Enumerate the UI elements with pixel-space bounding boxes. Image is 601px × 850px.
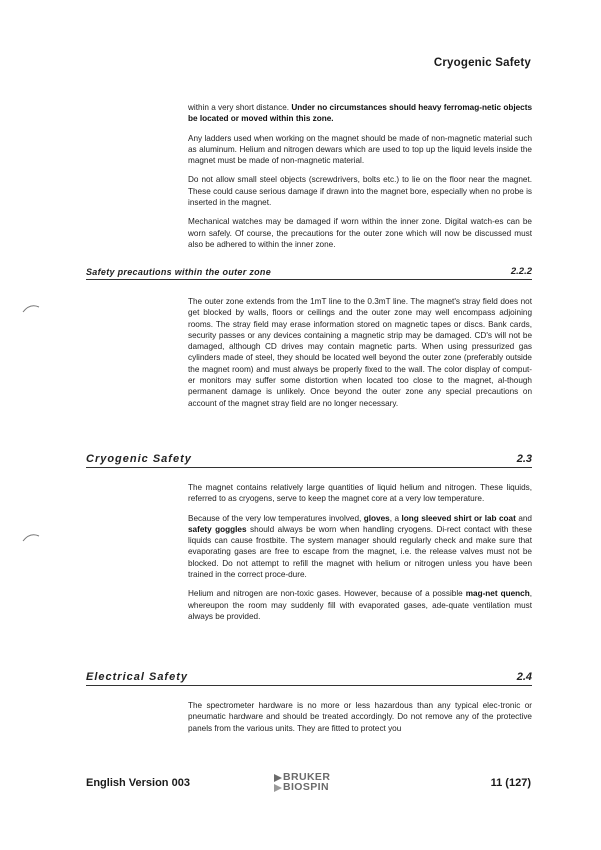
heading-rule — [86, 685, 532, 686]
section-number: 2.4 — [516, 671, 532, 683]
section-title: Electrical Safety — [86, 671, 188, 683]
section-heading-electrical-safety — [86, 667, 532, 686]
section-number: 2.3 — [516, 453, 532, 465]
footer-page-number: 11 (127) — [490, 777, 531, 789]
section-title: Cryogenic Safety — [86, 453, 192, 465]
heading-rule — [86, 279, 532, 280]
electrical-safety-text — [188, 700, 532, 734]
paragraph: Because of the very low temperatures involved, gloves, a long sleeved shirt or lab coat and safety goggles should always be worn when handling cryogens. Di-rect contact with these liquids can cause frostbite. The system manager should regularly check and make sure that evaporating gases are free to escape from the magnet, i.e. the release valves must not be blocked. Do not attempt to refill the magnet with helium or nitrogen unless you have been trained in the correct proce-dure. — [188, 513, 532, 580]
paragraph: The spectrometer hardware is no more or less hazardous than any typical elec-tronic or pneumatic hardware and should be treated accordingly. Do not remove any of the protective panels from the various units. They are fitted to protect you — [188, 701, 532, 733]
paragraph: Do not allow small steel objects (screwdrivers, bolts etc.) to lie on the floor near the magnet. These could cause serious damage if drawn into the magnet bore, especially when no probe is inserted in the magnet. — [188, 175, 532, 208]
paragraph: Helium and nitrogen are non-toxic gases. However, because of a possible mag-net quench, whereupon the room may suddenly fill with evaporated gases, ade-quate ventilation must always be provided. — [188, 589, 532, 621]
cryogenic-safety-text — [188, 482, 532, 622]
paragraph: Mechanical watches may be damaged if worn within the inner zone. Digital watch-es can be worn safely. Of course, the precautions for the outer zone which will now be discussed must also be adhered to within the inner zone. — [188, 217, 532, 249]
logo-text-bruker: BRUKER — [283, 771, 331, 783]
paragraph: The magnet contains relatively large quantities of liquid helium and nitrogen. These liquids, referred to as cryogens, serve to keep the magnet core at a very low temperature. — [188, 483, 532, 504]
section-title: Safety precautions within the outer zone — [86, 267, 272, 277]
paragraph: within a very short distance. Under no circumstances should heavy ferromag-netic objects be located or moved within this zone. — [188, 103, 533, 124]
bruker-biospin-logo — [272, 771, 346, 797]
paragraph: The outer zone extends from the 1mT line to the 0.3mT line. The magnet's stray field does not get blocked by walls, floors or ceilings and the outer zone may well encompass adjoining rooms. The stray field may erase information stored on magnetic tapes or discs. Bank cards, security passes or any devices containing a magnetic strip may be damaged. CD's will not be damaged, although CD drives may contain magnetic parts. When using pressurized gas cylinders made of steel, they should be located well beyond the outer zone (preferably outside the magnet room) and must always be properly fixed to the wall. The color display of comput-er monitors may suffer some distortion when located too close to the magnet, al-though permanent damage is unlikely. Once beyond the outer zone any special precautions on account of the magnet stray field are no longer necessary. — [188, 297, 532, 408]
section-heading-cryogenic-safety — [86, 449, 532, 468]
footer-version: English Version 003 — [86, 777, 190, 789]
binder-hole-mark — [22, 532, 40, 542]
top-text-block — [188, 102, 532, 250]
logo-text-biospin: BIOSPIN — [283, 781, 329, 793]
binder-hole-mark — [22, 303, 40, 313]
outer-zone-text — [188, 296, 532, 409]
heading-rule — [86, 467, 532, 468]
section-heading-outer-zone — [86, 262, 532, 280]
section-number: 2.2.2 — [510, 266, 532, 277]
paragraph: Any ladders used when working on the magnet should be made of non-magnetic material such as aluminum. Helium and nitrogen dewars which are used to top up the liquid levels inside the magnet must be made of non-magnetic material. — [188, 133, 532, 166]
running-header: Cryogenic Safety — [433, 57, 531, 69]
